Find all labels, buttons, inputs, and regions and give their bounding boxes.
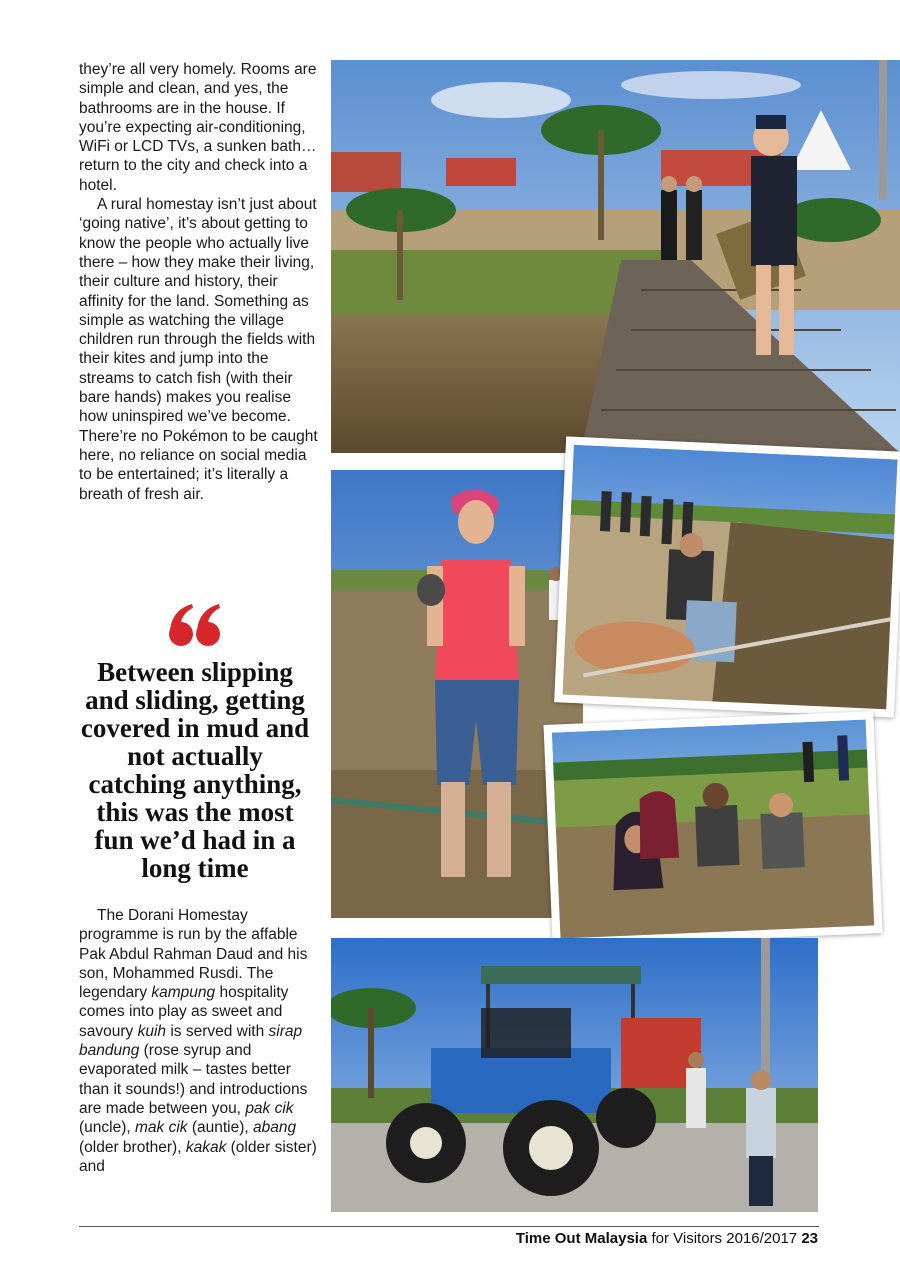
- footer-edition: for Visitors 2016/2017: [651, 1230, 798, 1247]
- paragraph: The Dorani Homestay programme is run by the affable Pak Abdul Rahman Daud and his son, Mohammed Rusdi. The legendary kampung hospitality comes into play as sweet and savoury kuih is served with sirap bandung (rose syrup and evaporated milk – tastes better than it sounds!) and introductions are made between you, pak cik (uncle), mak cik (auntie), abang (older brother), kakak (older sister) and: [79, 907, 317, 1175]
- pull-quote: Between slipping and sliding, getting covered in mud and not actually catching anything, this was the most fun we’d had in a long time: [80, 657, 310, 883]
- photo-fishing-rope: [554, 436, 900, 717]
- page-number: 23: [801, 1230, 818, 1247]
- photo-woman-mud-field: [331, 470, 583, 918]
- quote-mark-icon: [166, 598, 226, 658]
- footer-rule: [79, 1226, 819, 1227]
- photo-boardwalk-kite: [331, 60, 900, 453]
- photo-mud-pool-group: [543, 711, 882, 947]
- paragraph: they’re all very homely. Rooms are simple and clean, and yes, the bathrooms are in the house. If you’re expecting air-conditioning, WiFi or LCD TVs, a sunken bath… return to the city and check into a hotel.: [79, 61, 317, 194]
- photo-tractor-ride: [331, 938, 818, 1212]
- footer-publication: Time Out Malaysia: [515, 1230, 648, 1247]
- paragraph: A rural homestay isn’t just about ‘going native’, it’s about getting to know the people who actually live there – how they make their living, their culture and history, their affinity for the land. Something as simple as watching the village children run through the fields with their kites and jump into the streams to catch fish (with their bare hands) makes you realise how uninspired we’ve become. There’re no Pokémon to be caught here, no reliance on social media to be entertained; it’s literally a breath of fresh air.: [79, 196, 318, 503]
- article-text-top: [79, 60, 319, 504]
- page-footer: [516, 1230, 818, 1247]
- article-text-bottom: [79, 906, 319, 1176]
